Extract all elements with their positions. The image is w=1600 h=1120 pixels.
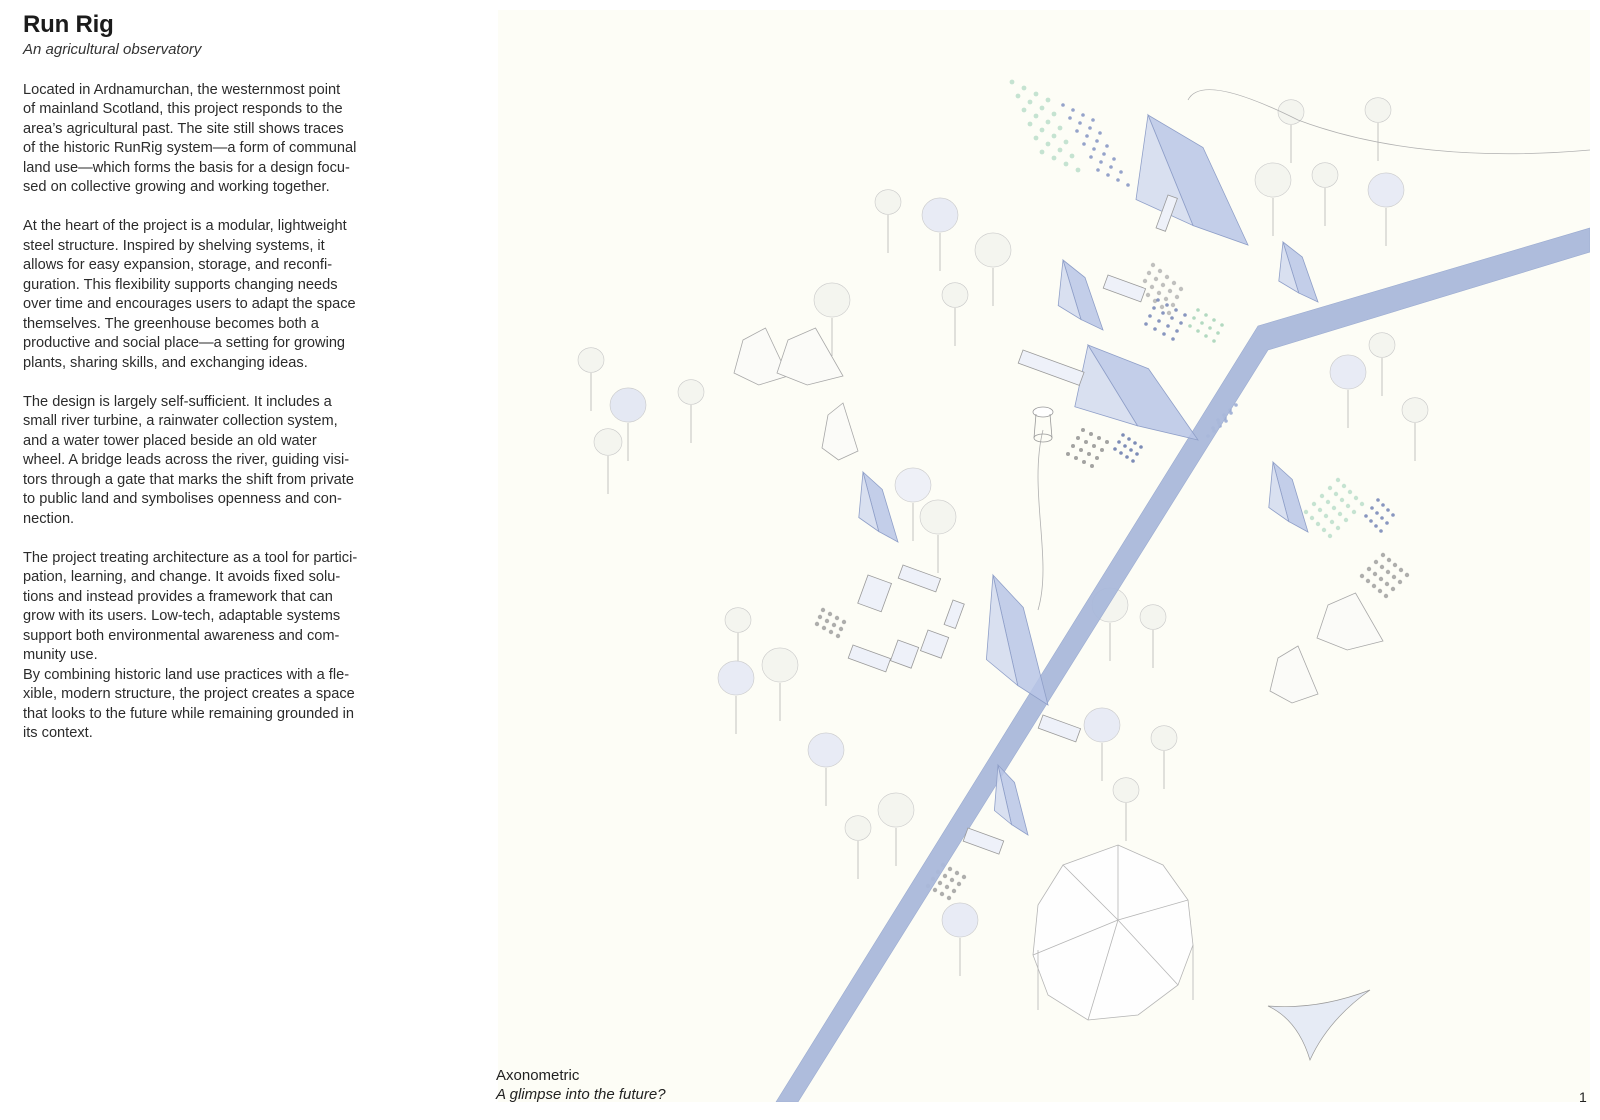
- crop-plant: [1160, 305, 1164, 309]
- crop-plant: [1040, 106, 1045, 111]
- crop-plant: [1097, 436, 1101, 440]
- crop-plant: [1391, 513, 1395, 517]
- crop-plant: [1148, 314, 1152, 318]
- crop-plant: [1174, 308, 1178, 312]
- crop-plant: [1204, 313, 1208, 317]
- crop-plant: [1161, 283, 1165, 287]
- crop-plant: [1156, 298, 1160, 302]
- crop-plant: [1022, 108, 1027, 113]
- tree-canopy: [1330, 355, 1366, 389]
- crop-plant: [1129, 448, 1133, 452]
- crop-plant: [1082, 142, 1086, 146]
- crop-plant: [1332, 506, 1336, 510]
- crop-plant: [1147, 271, 1151, 275]
- crop-plant: [1379, 529, 1383, 533]
- crop-plant: [1119, 170, 1123, 174]
- crop-plant: [1066, 452, 1070, 456]
- caption-question: A glimpse into the future?: [496, 1086, 666, 1103]
- crop-plant: [1126, 183, 1130, 187]
- crop-plant: [1125, 455, 1129, 459]
- crop-plant: [1084, 440, 1088, 444]
- crop-plant: [1105, 440, 1109, 444]
- crop-plant: [1167, 311, 1171, 315]
- crop-plant: [1171, 337, 1175, 341]
- crop-plant: [1121, 433, 1125, 437]
- crop-plant: [1082, 460, 1086, 464]
- crop-plant: [1102, 152, 1106, 156]
- crop-plant: [1336, 526, 1340, 530]
- crop-plant: [1354, 496, 1358, 500]
- tree-canopy: [895, 468, 931, 502]
- crop-plant: [1034, 114, 1039, 119]
- crop-plant: [1196, 329, 1200, 333]
- crop-plant: [818, 615, 822, 619]
- crop-plant: [1216, 331, 1220, 335]
- crop-plant: [1089, 155, 1093, 159]
- crop-plant: [1312, 502, 1316, 506]
- crop-plant: [1158, 269, 1162, 273]
- crop-plant: [962, 875, 966, 879]
- crop-plant: [1089, 432, 1093, 436]
- crop-plant: [1376, 498, 1380, 502]
- paragraph-participation: The project treating architecture as a tool for partici- pation, learning, and change. It avoids fixed solu- tions and instead provides a framework that can grow with its users. Low-tech, adaptable systems support both environmental awareness and com- munity use.: [23, 549, 358, 664]
- crop-plant: [1146, 293, 1150, 297]
- crop-plant: [1090, 464, 1094, 468]
- crop-plant: [1079, 448, 1083, 452]
- crop-plant: [1046, 120, 1051, 125]
- tree-canopy: [725, 608, 751, 633]
- crop-plant: [1366, 579, 1370, 583]
- crop-plant: [1166, 324, 1170, 328]
- crop-plant: [1378, 589, 1382, 593]
- crop-plant: [952, 889, 956, 893]
- crop-plant: [1131, 459, 1135, 463]
- crop-plant: [1081, 428, 1085, 432]
- crop-plant: [1374, 524, 1378, 528]
- axonometric-drawing: [498, 10, 1590, 1102]
- crop-plant: [1165, 275, 1169, 279]
- crop-plant: [1052, 156, 1057, 161]
- crop-plant: [1034, 92, 1039, 97]
- crop-plant: [1212, 318, 1216, 322]
- crop-plant: [957, 882, 961, 886]
- crop-plant: [1095, 139, 1099, 143]
- tree-canopy: [878, 793, 914, 827]
- crop-plant: [1374, 560, 1378, 564]
- tree-canopy: [578, 348, 604, 373]
- crop-plant: [1179, 321, 1183, 325]
- crop-plant: [1106, 173, 1110, 177]
- crop-plant: [1071, 108, 1075, 112]
- crop-plant: [821, 608, 825, 612]
- crop-plant: [1196, 308, 1200, 312]
- crop-plant: [828, 612, 832, 616]
- crop-plant: [1220, 323, 1224, 327]
- crop-plant: [1360, 574, 1364, 578]
- crop-plant: [1070, 154, 1075, 159]
- crop-plant: [1074, 456, 1078, 460]
- crop-plant: [1380, 565, 1384, 569]
- tree-canopy: [594, 429, 622, 456]
- crop-plant: [1100, 448, 1104, 452]
- crop-plant: [1046, 142, 1051, 147]
- crop-plant: [1334, 492, 1338, 496]
- crop-plant: [1162, 332, 1166, 336]
- crop-plant: [1171, 303, 1175, 307]
- crop-plant: [1336, 478, 1340, 482]
- tree-canopy: [942, 903, 978, 937]
- crop-plant: [1112, 157, 1116, 161]
- tree-canopy: [1140, 605, 1166, 630]
- tree-canopy: [1368, 173, 1404, 207]
- crop-plant: [1392, 575, 1396, 579]
- crop-plant: [1344, 518, 1348, 522]
- crop-plant: [1058, 126, 1063, 131]
- crop-plant: [1098, 131, 1102, 135]
- crop-plant: [950, 878, 954, 882]
- crop-plant: [1384, 594, 1388, 598]
- crop-plant: [1360, 502, 1364, 506]
- crop-plant: [1123, 444, 1127, 448]
- tree-canopy: [1255, 163, 1291, 197]
- crop-plant: [1105, 144, 1109, 148]
- tree-canopy: [678, 380, 704, 405]
- tree-canopy: [718, 661, 754, 695]
- crop-plant: [1064, 140, 1069, 145]
- crop-plant: [1046, 98, 1051, 103]
- tree-canopy: [875, 190, 901, 215]
- tree-canopy: [922, 198, 958, 232]
- crop-plant: [825, 619, 829, 623]
- crop-plant: [1135, 452, 1139, 456]
- crop-plant: [1088, 126, 1092, 130]
- tree-canopy: [1151, 726, 1177, 751]
- crop-plant: [1373, 572, 1377, 576]
- crop-plant: [1091, 118, 1095, 122]
- crop-plant: [1076, 168, 1081, 173]
- crop-plant: [1330, 520, 1334, 524]
- crop-plant: [1087, 452, 1091, 456]
- crop-plant: [945, 885, 949, 889]
- crop-plant: [1380, 516, 1384, 520]
- crop-plant: [1348, 490, 1352, 494]
- tree-canopy: [1113, 778, 1139, 803]
- crop-plant: [1372, 584, 1376, 588]
- crop-plant: [839, 627, 843, 631]
- caption-label: Axonometric: [496, 1067, 580, 1084]
- crop-plant: [1375, 511, 1379, 515]
- crop-plant: [1058, 148, 1063, 153]
- page-subtitle: An agricultural observatory: [23, 41, 202, 59]
- crop-plant: [943, 874, 947, 878]
- crop-plant: [955, 871, 959, 875]
- figure-caption: [496, 1066, 666, 1104]
- crop-plant: [842, 620, 846, 624]
- crop-plant: [1109, 165, 1113, 169]
- crop-plant: [1143, 279, 1147, 283]
- crop-plant: [1208, 326, 1212, 330]
- crop-plant: [1016, 94, 1021, 99]
- crop-plant: [933, 888, 937, 892]
- crop-plant: [1192, 316, 1196, 320]
- crop-plant: [1153, 327, 1157, 331]
- crop-plant: [948, 867, 952, 871]
- paragraph-conclusion: By combining historic land use practices with a fle- xible, modern structure, the project creates a space that looks to the future while remaining grounded in its context.: [23, 666, 355, 742]
- crop-plant: [1188, 324, 1192, 328]
- crop-plant: [1393, 563, 1397, 567]
- crop-plant: [1204, 334, 1208, 338]
- tree-canopy: [814, 283, 850, 317]
- crop-plant: [1168, 289, 1172, 293]
- crop-plant: [1328, 486, 1332, 490]
- crop-plant: [1068, 116, 1072, 120]
- page-title: Run Rig: [23, 11, 114, 38]
- tree-canopy: [1369, 333, 1395, 358]
- crop-plant: [1092, 147, 1096, 151]
- text-column: [23, 12, 385, 763]
- crop-plant: [1117, 440, 1121, 444]
- paragraph-structure: At the heart of the project is a modular, lightweight steel structure. Inspired by shelving systems, it allows for easy expansion, storage, and reconfi- guration. This flexibility supports changing needs over time and encourages users to adapt the space themselves. The greenhouse becomes both a productive and social place—a setting for growing plants, sharing skills, and exchanging ideas.: [23, 218, 356, 371]
- crop-plant: [1381, 503, 1385, 507]
- tree-canopy: [1084, 708, 1120, 742]
- crop-plant: [1078, 121, 1082, 125]
- crop-plant: [1342, 484, 1346, 488]
- crop-plant: [1150, 285, 1154, 289]
- crop-plant: [1324, 514, 1328, 518]
- tree-canopy: [808, 733, 844, 767]
- crop-plant: [1304, 510, 1308, 514]
- crop-plant: [1172, 281, 1176, 285]
- crop-plant: [1398, 580, 1402, 584]
- crop-plant: [1092, 444, 1096, 448]
- crop-plant: [1076, 436, 1080, 440]
- crop-plant: [1405, 573, 1409, 577]
- crop-plant: [1175, 329, 1179, 333]
- crop-plant: [1387, 558, 1391, 562]
- crop-plant: [832, 623, 836, 627]
- crop-plant: [1127, 437, 1131, 441]
- crop-plant: [1139, 445, 1143, 449]
- crop-plant: [1075, 129, 1079, 133]
- crop-plant: [1386, 508, 1390, 512]
- crop-plant: [1370, 506, 1374, 510]
- crop-plant: [1113, 447, 1117, 451]
- crop-plant: [1367, 567, 1371, 571]
- crop-plant: [1099, 160, 1103, 164]
- crop-plant: [1328, 534, 1332, 538]
- crop-plant: [1386, 570, 1390, 574]
- crop-plant: [1364, 514, 1368, 518]
- crop-plant: [1064, 162, 1069, 167]
- crop-plant: [1346, 504, 1350, 508]
- crop-plant: [938, 881, 942, 885]
- crop-plant: [1040, 128, 1045, 133]
- crop-plant: [1391, 587, 1395, 591]
- crop-plant: [1369, 519, 1373, 523]
- crop-plant: [1338, 512, 1342, 516]
- crop-plant: [1322, 528, 1326, 532]
- crop-plant: [1318, 508, 1322, 512]
- crop-plant: [1170, 316, 1174, 320]
- crop-plant: [1151, 263, 1155, 267]
- crop-plant: [1326, 500, 1330, 504]
- page-number: 1: [1579, 1089, 1587, 1105]
- crop-plant: [1164, 297, 1168, 301]
- crop-plant: [1200, 321, 1204, 325]
- crop-plant: [1061, 103, 1065, 107]
- crop-plant: [815, 622, 819, 626]
- crop-plant: [1161, 311, 1165, 315]
- tree-canopy: [942, 283, 968, 308]
- crop-plant: [1154, 277, 1158, 281]
- crop-plant: [1165, 303, 1169, 307]
- crop-plant: [1071, 444, 1075, 448]
- tree-canopy: [1365, 98, 1391, 123]
- crop-plant: [1340, 498, 1344, 502]
- crop-plant: [1399, 568, 1403, 572]
- body-text: [23, 81, 385, 744]
- crop-plant: [1052, 134, 1057, 139]
- crop-plant: [1157, 319, 1161, 323]
- crop-plant: [1379, 577, 1383, 581]
- crop-plant: [1144, 322, 1148, 326]
- crop-plant: [1034, 136, 1039, 141]
- tree-canopy: [1312, 163, 1338, 188]
- crop-plant: [1183, 313, 1187, 317]
- crop-plant: [947, 896, 951, 900]
- tree-canopy: [845, 816, 871, 841]
- tree-canopy: [762, 648, 798, 682]
- paragraph-intro: Located in Ardnamurchan, the westernmost point of mainland Scotland, this project responds to the area’s agricultural past. The site still shows traces of the historic RunRig system—a form of communal land use—which forms the basis for a design focu- sed on collective growing and working together.: [23, 81, 357, 196]
- crop-plant: [1028, 122, 1033, 127]
- crop-plant: [1096, 168, 1100, 172]
- crop-plant: [1157, 291, 1161, 295]
- crop-plant: [1385, 521, 1389, 525]
- tree-canopy: [920, 500, 956, 534]
- crop-plant: [1116, 178, 1120, 182]
- crop-plant: [1310, 516, 1314, 520]
- crop-plant: [1081, 113, 1085, 117]
- crop-plant: [829, 630, 833, 634]
- crop-plant: [1133, 441, 1137, 445]
- crop-plant: [1022, 86, 1027, 91]
- crop-plant: [1152, 306, 1156, 310]
- crop-plant: [1212, 339, 1216, 343]
- crop-plant: [1179, 287, 1183, 291]
- crop-plant: [1095, 456, 1099, 460]
- crop-plant: [835, 616, 839, 620]
- paragraph-sustainability: The design is largely self-sufficient. It includes a small river turbine, a rainwater collection system, and a water tower placed beside an old water wheel. A bridge leads across the river, guiding visi- tors through a gate that marks the shift from private to public land and symbolises openness and con- nection.: [23, 393, 354, 527]
- crop-plant: [1085, 134, 1089, 138]
- crop-plant: [836, 634, 840, 638]
- crop-plant: [1316, 522, 1320, 526]
- crop-plant: [1320, 494, 1324, 498]
- crop-plant: [940, 892, 944, 896]
- crop-plant: [822, 626, 826, 630]
- tree-canopy: [975, 233, 1011, 267]
- crop-plant: [1010, 80, 1015, 85]
- crop-plant: [1040, 150, 1045, 155]
- crop-plant: [1385, 582, 1389, 586]
- crop-plant: [1175, 295, 1179, 299]
- crop-plant: [1119, 451, 1123, 455]
- crop-plant: [1381, 553, 1385, 557]
- crop-plant: [1352, 510, 1356, 514]
- crop-plant: [1052, 112, 1057, 117]
- tree-canopy: [1402, 398, 1428, 423]
- tree-canopy: [610, 388, 646, 422]
- crop-plant: [1028, 100, 1033, 105]
